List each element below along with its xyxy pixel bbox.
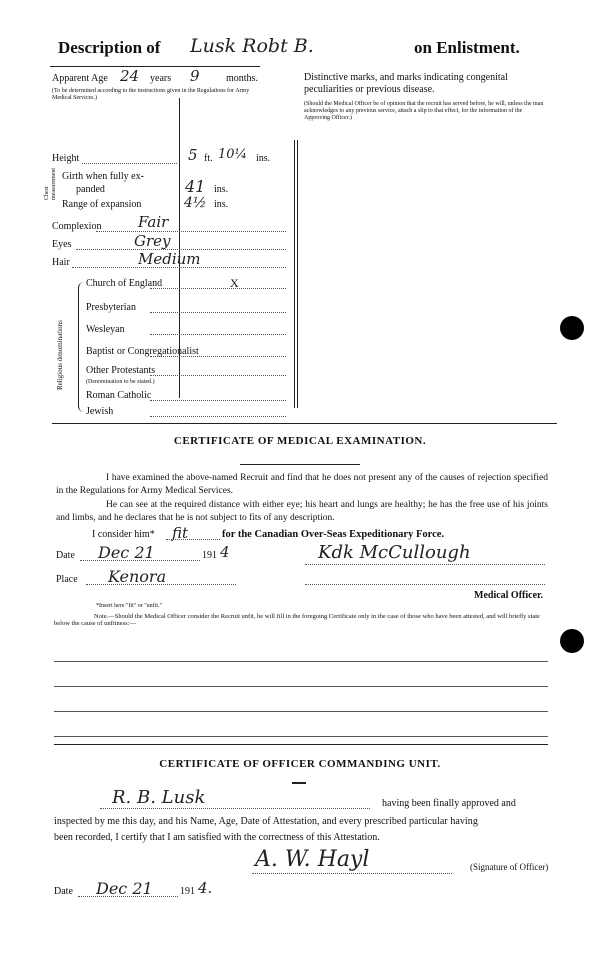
fitness-value: fit — [172, 524, 189, 542]
dotted-line — [82, 163, 177, 164]
medical-officer-signature: Kdk McCullough — [318, 542, 471, 563]
recruit-name: Lusk Robt B. — [190, 35, 314, 57]
girth-unit: ins. — [214, 184, 229, 195]
blank-line — [54, 711, 548, 712]
blank-line — [54, 736, 548, 737]
commanding-officer-signature: A. W. Hayl — [255, 847, 370, 872]
religion-option-label: Jewish — [86, 406, 114, 417]
distinctive-marks-heading: Distinctive marks, and marks indicating congenital peculiarities or previous disease. — [304, 72, 508, 95]
dotted-line — [150, 334, 286, 335]
medical-year-prefix: 191 — [202, 550, 217, 561]
denomination-note: (Denomination to be stated.) — [86, 379, 155, 385]
medical-para-1: I have examined the above-named Recruit and find that he does not present any of the causes of rejection specified in the Regulations for Army Medical Services. — [56, 473, 548, 496]
dotted-line — [78, 896, 178, 897]
dotted-line — [80, 560, 200, 561]
column-rule-double — [294, 140, 295, 408]
religion-option-label: Presbyterian — [86, 302, 136, 313]
place-value: Kenora — [108, 567, 167, 586]
column-rule-double — [297, 140, 298, 408]
medical-year-value: 4 — [220, 543, 230, 561]
signature-line — [305, 564, 545, 565]
religion-option-label: Other Protestants — [86, 365, 156, 376]
dotted-line — [150, 288, 286, 289]
blank-line — [54, 661, 548, 662]
hair-value: Medium — [138, 250, 201, 268]
height-label: Height — [52, 153, 80, 164]
complexion-label: Complexion — [52, 221, 102, 232]
distinctive-marks-note: (Should the Medical Officer be of opinion that the recruit has served before, he will, unless the man acknowledges to any previous service, attach a slip to that effect, for the information of the Approving Officer.) — [304, 101, 544, 121]
range-label: Range of expansion — [62, 199, 142, 210]
signature-line — [305, 584, 545, 585]
commanding-line-3: been recorded, I certify that I am satisfied with the correctness of this Attestation. — [54, 832, 380, 843]
months-label: months. — [226, 73, 258, 84]
apparent-age-row — [52, 73, 108, 84]
girth-label: Girth when fully ex- — [62, 171, 144, 182]
ft-label: ft. — [204, 153, 213, 164]
commanding-line-2: inspected by me this day, and his Name, Age, Date of Attestation, and every prescribed particular having — [54, 816, 478, 827]
eyes-value: Grey — [134, 232, 171, 250]
ins-label: ins. — [256, 153, 271, 164]
age-months: 9 — [190, 67, 200, 85]
signature-of-officer-label: (Signature of Officer) — [470, 862, 549, 872]
commanding-certificate-heading: CERTIFICATE OF OFFICER COMMANDING UNIT. — [159, 758, 441, 770]
girth-value: 41 — [185, 177, 206, 196]
medical-officer-label: Medical Officer. — [474, 590, 544, 601]
chest-label: Chest measurement — [44, 168, 57, 200]
religion-option-label: Roman Catholic — [86, 390, 152, 401]
height-ft: 5 — [188, 146, 198, 164]
divider — [52, 423, 557, 424]
years-label: years — [150, 73, 172, 84]
dotted-line — [150, 375, 286, 376]
commanding-year-prefix: 191 — [180, 886, 195, 897]
commanding-year-value: 4. — [198, 879, 213, 897]
dotted-line — [150, 416, 286, 417]
dotted-line — [166, 539, 220, 540]
eyes-label: Eyes — [52, 239, 72, 250]
medical-date-label: Date — [56, 550, 75, 561]
dotted-line — [96, 231, 286, 232]
complexion-value: Fair — [138, 213, 169, 231]
dotted-line — [150, 356, 286, 357]
signature-line — [252, 873, 452, 874]
insert-note: *Insert here "fit" or "unfit." — [96, 603, 162, 609]
commanding-line-1: having been finally approved and — [382, 798, 516, 809]
religion-option-label: Wesleyan — [86, 324, 125, 335]
religion-option-label: Baptist or Congregationalist — [86, 346, 199, 357]
form-title — [58, 38, 160, 58]
consider-suffix: for the Canadian Over-Seas Expeditionary Force. — [222, 529, 445, 540]
medical-para-2: He can see at the required distance with either eye; his heart and lungs are healthy; he has the free use of his joints and limbs, and he declares that he is not subject to fits of any description. — [56, 500, 548, 523]
dotted-line — [100, 808, 370, 809]
girth-label-2: panded — [76, 184, 105, 195]
medical-certificate-heading: CERTIFICATE OF MEDICAL EXAMINATION. — [173, 435, 427, 447]
commanding-date-label: Date — [54, 886, 73, 897]
dotted-line — [86, 584, 236, 585]
age-note: (To be determined according to the instructions given in the Regulations for Army Medical Services.) — [52, 88, 250, 101]
title-suffix: on Enlistment. — [414, 38, 520, 57]
religion-brace — [78, 282, 85, 412]
title-prefix: Description of — [58, 38, 161, 57]
range-unit: ins. — [214, 199, 229, 210]
apparent-age-label: Apparent Age — [52, 73, 108, 84]
religion-option-label: Church of England — [86, 278, 163, 289]
dotted-line — [150, 312, 286, 313]
commanding-date-value: Dec 21 — [96, 879, 153, 898]
religion-label: Religious denominations — [56, 320, 64, 390]
divider — [292, 782, 306, 784]
divider — [240, 464, 360, 465]
religion-mark: X — [230, 276, 239, 290]
place-label: Place — [56, 574, 78, 585]
punch-hole — [560, 629, 584, 653]
unfitness-note: Note.—Should the Medical Officer consider the Recruit unfit, he will fill in the foregoing Certificate only in the case of those who have been attested, and will briefly state below the cause of unfitness:— — [54, 613, 540, 627]
divider — [50, 66, 260, 67]
commanding-recruit-name: R. B. Lusk — [112, 787, 206, 808]
hair-label: Hair — [52, 257, 70, 268]
blank-line — [54, 686, 548, 687]
height-in: 10¼ — [218, 147, 248, 162]
dotted-line — [72, 267, 286, 268]
age-years: 24 — [120, 67, 140, 85]
dotted-line — [150, 400, 286, 401]
consider-label: I consider him* — [92, 529, 155, 540]
divider — [54, 744, 548, 745]
punch-hole — [560, 316, 584, 340]
range-value: 4½ — [184, 195, 207, 211]
medical-date-value: Dec 21 — [98, 543, 155, 562]
